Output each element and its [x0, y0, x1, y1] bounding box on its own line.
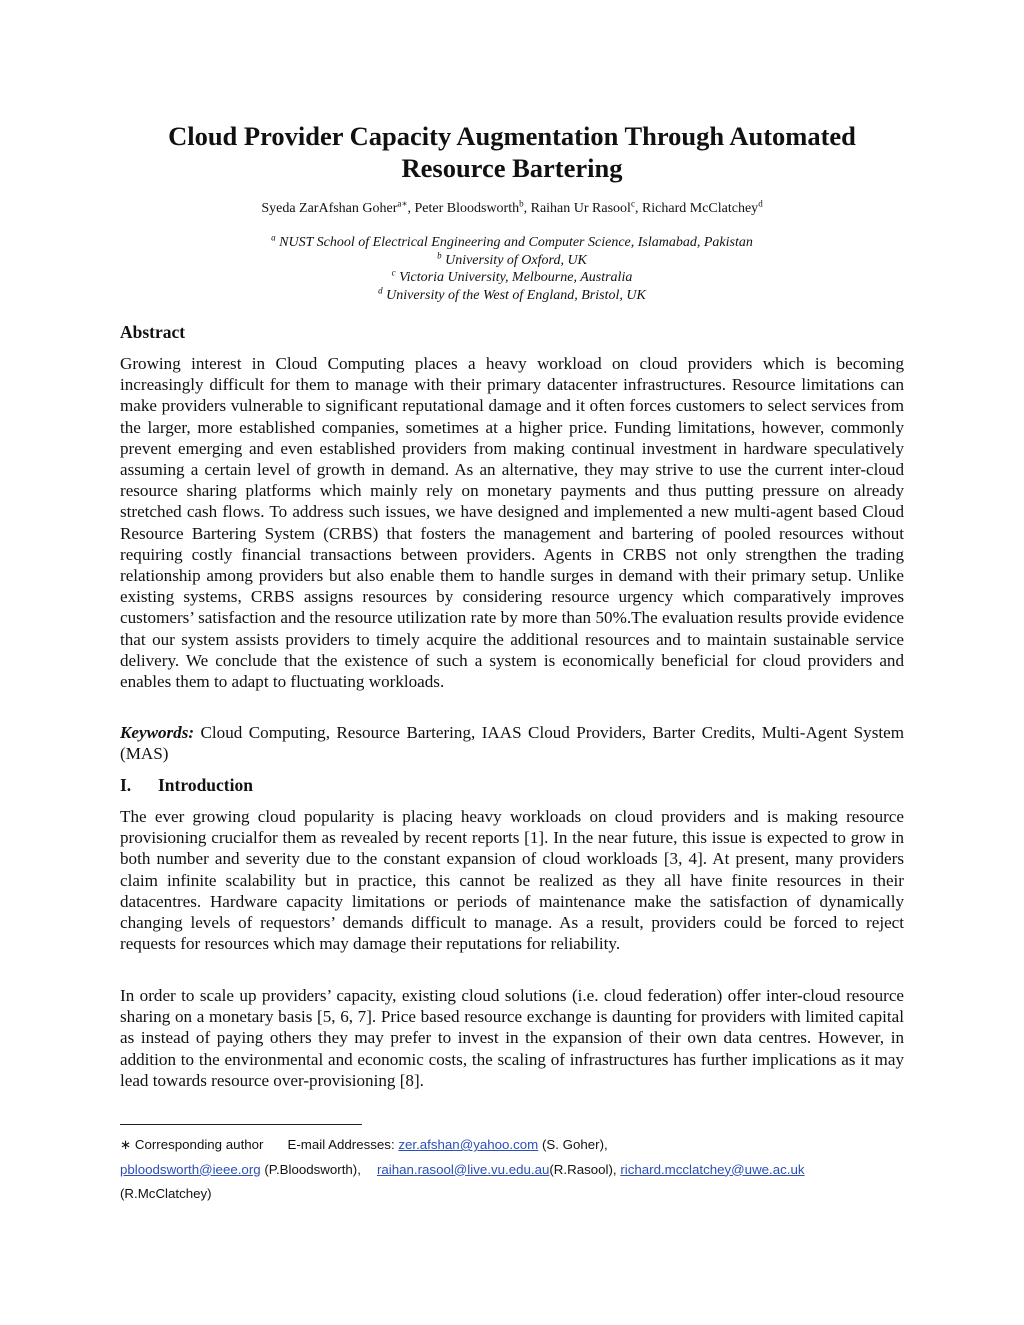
- email-owner: (P.Bloodsworth),: [264, 1161, 361, 1177]
- keywords-label: Keywords:: [120, 723, 195, 742]
- email-owner: (S. Goher),: [541, 1137, 608, 1152]
- affiliation: [120, 269, 904, 287]
- abstract-heading: Abstract: [120, 322, 186, 342]
- affiliation: [120, 234, 904, 252]
- affiliation-text: University of Oxford, UK: [445, 252, 587, 268]
- affiliation-mark: c: [391, 267, 396, 278]
- abstract-text: Growing interest in Cloud Computing places a heavy workload on cloud providers which is becoming increasingly difficult for them to manage with their primary datacenter infrastructures. Resource limitations can make providers vulnerable to significant reputational damage and it often forces customers to select services from the larger, more established companies, sometimes at a higher price. Funding limitations, however, commonly prevent emerging and even established providers from making continual investment in hardware speculatively assuming a certain level of growth in demand. As an alternative, they may strive to use the current inter-cloud resource sharing platforms which mainly rely on monetary payments and thus putting pressure on already stretched cash flows. To address such issues, we have designed and implemented a new multi-agent based Cloud Resource Bartering System (CRBS) that fosters the management and bartering of pooled resources without requiring costly financial transactions between providers. Agents in CRBS not only strengthen the trading relationship among providers but also enable them to handle surges in demand with their primary setup. Unlike existing systems, CRBS assigns resources by considering resource urgency which comparatively improves customers’ satisfaction and the resource utilization rate by more than 50%.The evaluation results provide evidence that our system assists providers to timely acquire the additional resources and to maintain sustainable service delivery. We conclude that the existence of such a system is economically beneficial for cloud providers and enables them to adapt to fluctuating workloads.: [120, 354, 904, 692]
- affiliation: [120, 249, 904, 270]
- author-name: Richard McClatchey: [641, 201, 759, 216]
- author-affiliation-mark: d: [758, 198, 763, 209]
- author-affiliation-mark: c: [630, 198, 635, 209]
- author-affiliation-mark: b: [519, 198, 524, 209]
- corresponding-author-label: Corresponding author: [134, 1137, 264, 1152]
- author-list: Syeda ZarAfshan Goher$^{a∗}$, Peter Bloodsworth$^b$, Raihan Ur Rasool$^c$, Richard McClatchey$^d$: [261, 198, 763, 216]
- title-line-2: Resource Bartering: [401, 153, 623, 183]
- section-number: I.: [120, 775, 132, 795]
- affiliation-text: Victoria University, Melbourne, Australia: [399, 270, 633, 285]
- intro-paragraph-2: In order to scale up providers’ capacity, existing cloud solutions (i.e. cloud federation) offer inter-cloud resource sharing on a monetary basis [5, 6, 7]. Price based resource exchange is daunting for providers with limited capital as instead of paying others they may prefer to invest in the expansion of their own data centres. However, in addition to the environmental and economic costs, the scaling of infrastructures has further implications as it may lead towards resource over-provisioning [8].: [120, 986, 904, 1090]
- author-affiliation-mark: a∗: [397, 198, 408, 209]
- footnote: [120, 1133, 904, 1207]
- email-link-rasool[interactable]: raihan.rasool@live.vu.edu.au: [376, 1161, 550, 1177]
- affiliation-text: University of the West of England, Bristol, UK: [386, 287, 646, 303]
- email-link-goher[interactable]: zer.afshan@yahoo.com: [398, 1137, 539, 1152]
- affiliation-list: [120, 234, 904, 304]
- footnote-divider: [120, 1124, 362, 1125]
- keywords: [120, 722, 904, 764]
- affiliation-text: NUST School of Electrical Engineering and Computer Science, Islamabad, Pakistan: [279, 235, 753, 250]
- author-name: Raihan Ur Rasool: [530, 201, 631, 216]
- email-label: E-mail Addresses:: [287, 1137, 395, 1152]
- section-heading-introduction: [120, 773, 253, 797]
- author-name: Syeda ZarAfshan Goher: [261, 201, 398, 216]
- email-owner: (R.Rasool),: [549, 1161, 617, 1177]
- email-owner: (R.McClatchey): [120, 1186, 212, 1201]
- author-name: Peter Bloodsworth: [414, 201, 520, 216]
- keywords-text: Cloud Computing, Resource Bartering, IAAS Cloud Providers, Barter Credits, Multi-Agent System (MAS): [120, 723, 904, 764]
- email-link-bloodsworth[interactable]: pbloodsworth@ieee.org: [120, 1161, 261, 1177]
- section-title: Introduction: [158, 775, 253, 795]
- affiliation: [120, 284, 904, 305]
- intro-paragraph-1: The ever growing cloud popularity is placing heavy workloads on cloud providers and is making resource provisioning crucialfor them as revealed by recent reports [1]. In the near future, this issue is expected to grow in both number and severity due to the constant expansion of cloud workloads [3, 4]. At present, many providers claim infinite scalability but in practice, this cannot be realized as they all have finite resources in their datacentres. Hardware capacity limitations or periods of maintenance make the satisfaction of dynamically changing levels of requestors’ demands difficult to manage. As a result, providers could be forced to reject requests for resources which may damage their reputations for reliability.: [120, 807, 904, 954]
- title-line-1: Cloud Provider Capacity Augmentation Through Automated: [168, 121, 856, 151]
- affiliation-mark: b: [437, 249, 442, 260]
- footnote-marker: ∗: [120, 1137, 132, 1152]
- email-link-mcclatchey[interactable]: richard.mcclatchey@uwe.ac.uk: [620, 1161, 805, 1177]
- affiliation-mark: a: [271, 232, 276, 243]
- paper-title: [120, 120, 904, 184]
- affiliation-mark: d: [378, 284, 383, 295]
